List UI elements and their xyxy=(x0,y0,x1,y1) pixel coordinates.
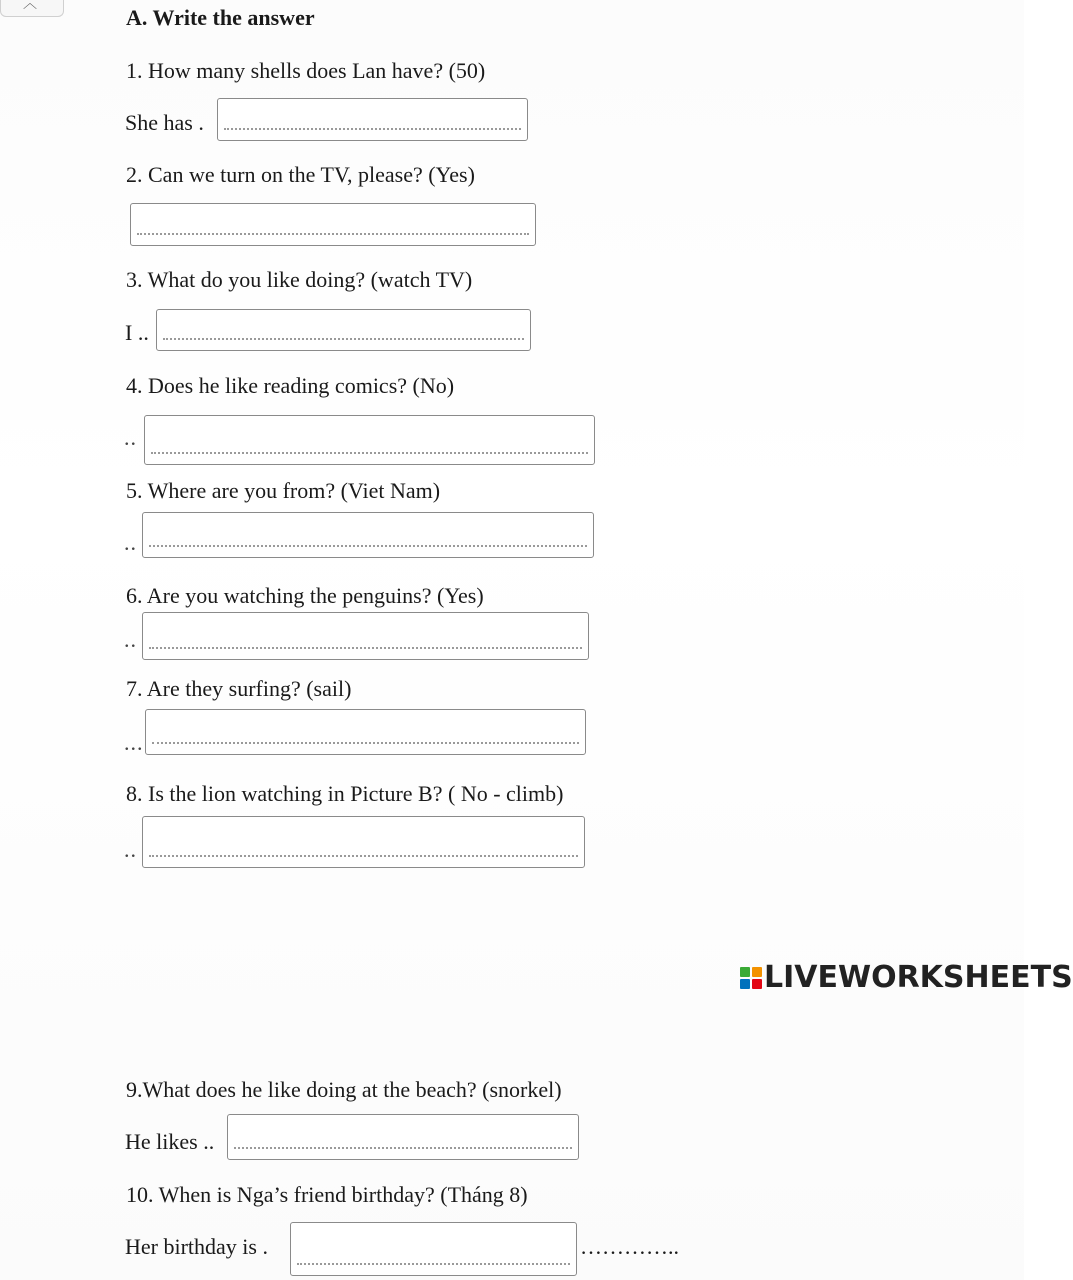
answer-3-input[interactable] xyxy=(157,310,530,350)
answer-5-box xyxy=(142,512,594,558)
liveworksheets-logo-icon xyxy=(740,967,762,989)
answer-2-box xyxy=(130,203,536,246)
answer-8-prefix: .. xyxy=(124,837,137,862)
answer-10-suffix: ………….. xyxy=(580,1234,679,1259)
question-9-text: 9.What does he like doing at the beach? (snorkel) xyxy=(126,1077,562,1102)
question-8-text: 8. Is the lion watching in Picture B? ( No - climb) xyxy=(126,781,564,806)
answer-1-prefix: She has . xyxy=(125,110,204,135)
answer-3-box xyxy=(156,309,531,351)
answer-7-input[interactable] xyxy=(146,710,585,754)
answer-9-box xyxy=(227,1114,579,1160)
answer-7-prefix: ... xyxy=(124,730,144,755)
question-2-text: 2. Can we turn on the TV, please? (Yes) xyxy=(126,162,475,187)
section-title: A. Write the answer xyxy=(126,5,315,30)
chevron-up-icon: ︿ xyxy=(23,0,37,12)
answer-9-input[interactable] xyxy=(228,1115,578,1159)
liveworksheets-watermark: LIVEWORKSHEETS xyxy=(764,960,1073,995)
answer-10-prefix: Her birthday is . xyxy=(125,1234,268,1259)
question-3-text: 3. What do you like doing? (watch TV) xyxy=(126,267,473,292)
answer-8-box xyxy=(142,816,585,868)
collapse-toggle[interactable] xyxy=(0,0,64,17)
answer-4-box xyxy=(144,415,595,465)
answer-1-box xyxy=(217,98,528,141)
answer-6-box xyxy=(142,612,589,660)
question-7-text: 7. Are they surfing? (sail) xyxy=(126,676,352,701)
question-4-text: 4. Does he like reading comics? (No) xyxy=(126,373,455,398)
question-1-text: 1. How many shells does Lan have? (50) xyxy=(126,58,486,83)
answer-7-box xyxy=(145,709,586,755)
answer-1-input[interactable] xyxy=(218,99,527,140)
answer-6-prefix: .. xyxy=(124,627,137,652)
answer-5-prefix: .. xyxy=(124,530,137,555)
answer-10-box xyxy=(290,1222,577,1276)
answer-10-input[interactable] xyxy=(291,1223,576,1275)
answer-2-input[interactable] xyxy=(131,204,535,245)
answer-9-prefix: He likes .. xyxy=(125,1129,215,1154)
answer-8-input[interactable] xyxy=(143,817,584,867)
question-10-text: 10. When is Nga’s friend birthday? (Tháng 8) xyxy=(126,1182,528,1207)
question-6-text: 6. Are you watching the penguins? (Yes) xyxy=(126,583,484,608)
answer-5-input[interactable] xyxy=(143,513,593,557)
answer-4-prefix: .. xyxy=(124,425,137,450)
answer-3-prefix: I .. xyxy=(125,320,149,345)
question-5-text: 5. Where are you from? (Viet Nam) xyxy=(126,478,441,503)
answer-6-input[interactable] xyxy=(143,613,588,659)
answer-4-input[interactable] xyxy=(145,416,594,464)
